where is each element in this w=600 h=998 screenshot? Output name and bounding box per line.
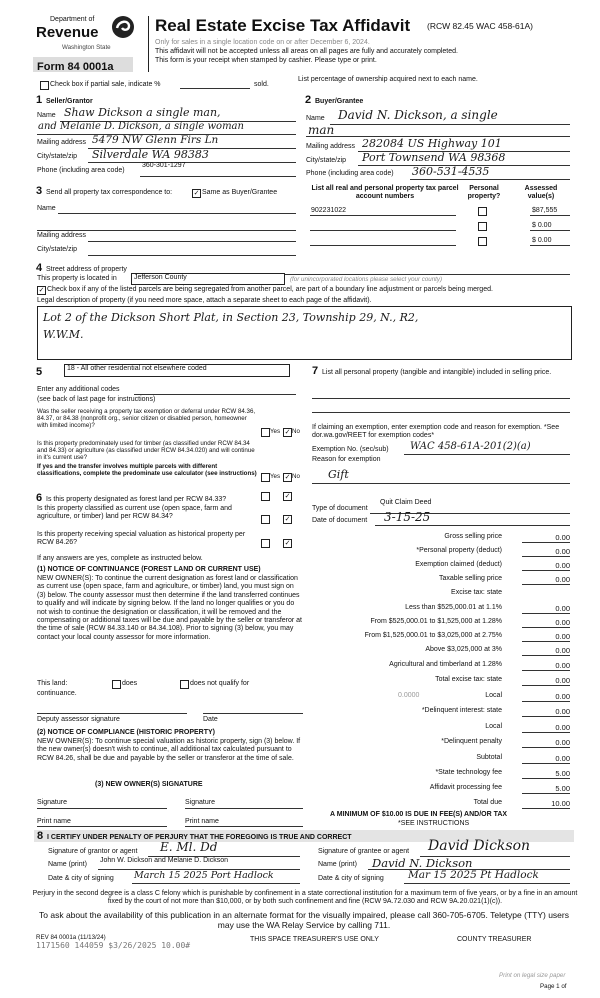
tax-row-line [522,763,570,764]
tax-row-line [522,655,570,656]
if-yes-note: If any answers are yes, complete as instructed below. [37,555,203,562]
grantor-sig-label: Signature of grantor or agent [48,848,138,855]
parcel-line [310,230,456,231]
reason-label: Reason for exemption [312,456,381,463]
tax-row-line [522,542,570,543]
new-owner-signature-title: (3) NEW OWNER(S) SIGNATURE [95,781,203,788]
seller-name-value-2[interactable]: and Melanie D. Dickson, a single woman [38,121,244,132]
buyer-phone-label: Phone (including area code) [306,170,394,177]
corr-name-line-2 [37,230,296,231]
personal-property-checkbox[interactable] [478,237,487,246]
doc-type-value[interactable]: Quit Claim Deed [380,499,432,506]
buyer-city-label: City/state/zip [306,157,347,164]
seller-city-value[interactable]: Silverdale WA 98383 [92,148,209,161]
seller-phone-value[interactable]: 360-301-1297 [142,162,186,169]
forest-yes-checkbox[interactable] [261,492,270,501]
tax-row-value[interactable]: 0.00 [555,754,570,763]
tax-row-line [522,570,570,571]
legal-description-box[interactable] [37,306,572,360]
seller-mailing-value[interactable]: 5479 NW Glenn Firs Ln [92,134,219,146]
parcel-header: List all real and personal property tax parcel account numbers [311,185,459,201]
form-title: Real Estate Excise Tax Affidavit [155,16,411,35]
grantor-name-label: Name (print) [48,861,87,868]
does-not-label: does not qualify for [190,680,250,687]
grantee-date-label: Date & city of signing [318,875,384,882]
tax-row-value[interactable]: 0.00 [555,632,570,641]
additional-codes-label: Enter any additional codes [37,386,120,393]
tax-row-line [522,641,570,642]
buyer-mailing-value[interactable]: 282084 US Highway 101 [362,137,502,150]
county-select[interactable]: Jefferson County [131,273,285,285]
buyer-name-label: Name [306,115,325,122]
tax-row-line [522,716,570,717]
tax-row-value[interactable]: 0.00 [555,661,570,670]
corr-name-label: Name [37,205,56,212]
personal-property-checkbox[interactable] [478,207,487,216]
section6-num: 6 [36,492,43,504]
tax-row-label: Total due [473,799,502,806]
section4-num: 4 [36,262,43,274]
grantee-name-label: Name (print) [318,861,357,868]
tax-row-value[interactable]: 0.00 [555,547,570,556]
deputy-signature-line [37,713,187,714]
notice-compliance-title: (2) NOTICE OF COMPLIANCE (HISTORIC PROPERTY) [37,729,215,736]
notice-continuance-title: (1) NOTICE OF CONTINUANCE (FOREST LAND OR CURRENT USE) [37,566,261,573]
assessed-line [530,215,570,216]
seller-name-value-1[interactable]: Shaw Dickson a single man, [64,106,221,119]
tax-row-label: Excise tax: state [451,589,502,596]
dept-line2: Revenue [36,24,99,41]
tax-row-label: Local [485,692,502,699]
unincorporated-note: (for unincorporated locations please select your county) [290,276,443,283]
parcel-number[interactable]: 902231022 [311,207,347,214]
historic-no-checkbox[interactable]: ✓ [284,540,291,547]
deputy-date-label: Date [203,716,218,723]
treasurer-use-label: THIS SPACE TREASURER'S USE ONLY [250,936,379,943]
does-not-qualify-checkbox[interactable] [180,680,189,689]
subtitle-3: This form is your receipt when stamped by cashier. Please type or print. [155,57,377,64]
exemption-no-checkbox[interactable]: ✓ [284,429,291,436]
tax-row-label: Exemption claimed (deduct) [415,561,502,568]
corr-city-line [88,255,296,256]
corr-mailing-label: Mailing address [37,232,87,239]
subtitle-1: Only for sales in a single location code on or after December 6, 2024. [155,39,370,46]
no-label: No [292,473,300,480]
assessed-value-header: Assessed value(s) [524,185,558,201]
tax-row-label: Taxable selling price [438,575,502,582]
current-use-no-checkbox[interactable]: ✓ [284,516,291,523]
signature-label: Signature [37,799,67,806]
buyer-phone-line [410,179,570,180]
same-as-buyer-checkbox[interactable]: ✓ [193,190,200,197]
parcel-line [310,215,456,216]
tax-row-value[interactable]: 5.00 [555,769,570,778]
forest-no-checkbox[interactable]: ✓ [284,493,291,500]
dor-swirl-icon [111,15,135,39]
tax-row-label: Above $3,025,000 at 3% [425,646,502,653]
continuance-label: continuance. [37,690,77,697]
reason-value[interactable]: Gift [328,468,349,481]
grantor-name-value[interactable]: John W. Dickson and Melanie D. Dickson [100,857,228,864]
street-address-label: Street address of property [46,266,127,273]
personal-property-line-2 [312,412,570,413]
tax-row-value[interactable]: 0.00 [555,561,570,570]
partial-sale-label: Check box if partial sale, indicate % [50,81,161,88]
exemption-no-value[interactable]: WAC 458-61A-201(2)(a) [410,441,531,452]
section7-num: 7 [312,365,319,377]
seller-phone-label: Phone (including area code) [37,167,125,174]
partial-sale-pct-line [180,88,250,89]
tax-row-line [522,556,570,557]
grantee-name-value[interactable]: David N. Dickson [372,856,473,870]
tax-row-value[interactable]: 0.00 [555,646,570,655]
assessed-value[interactable]: $87,555 [532,207,558,214]
tax-row-value[interactable]: 0.00 [555,692,570,701]
dept-line1: Department of [50,16,95,23]
tax-row-value[interactable]: 0.00 [555,723,570,732]
current-use-yes-checkbox[interactable] [261,515,270,524]
located-in-label: This property is located in [37,275,117,282]
yes-label: Yes [270,473,281,480]
tax-row-line [522,685,570,686]
tax-row-line [522,732,570,733]
current-use-question: Is this property classified as current use (open space, farm and agriculture, or timber) land per RCW 84.34? [37,505,232,521]
notice-continuance-text: NEW OWNER(S): To continue the current designation as forest land or classification as current use (open space, farm and agriculture, or timber) land, you must sign on (3) below. The county assessor must then determine if the land transferred continues to qualify and will indicate by signing below. If the land no longer qualifies or you do not wish to continue the designation or classification, it will be removed and the compensating or additional taxes will be due and payable by the seller or transferor at the time of sale (RCW 84.33.140 or 84.34.108). Prior to signing (3) below, you may contact your local county assessor for more information. [37,575,302,641]
exemption-yes-checkbox[interactable] [261,428,270,437]
certify-statement: I CERTIFY UNDER PENALTY OF PERJURY THAT THE FOREGOING IS TRUE AND CORRECT [47,834,352,841]
tax-row-label: Subtotal [476,754,502,761]
section1-num: 1 [36,94,43,106]
historic-question: Is this property receiving special valuation as historical property per RCW 84.26? [37,531,246,547]
grantee-date-value[interactable]: Mar 15 2025 Pt Hadlock [408,869,539,881]
tax-row-label: Gross selling price [444,533,502,540]
list-percentage: List percentage of ownership acquired next to each name. [298,76,478,83]
see-back-label: (see back of last page for instructions) [37,396,156,403]
grantor-date-value[interactable]: March 15 2025 Port Hadlock [134,870,274,881]
does-qualify-checkbox[interactable] [112,680,121,689]
doc-date-line [375,525,570,526]
tax-row-label: *Delinquent interest: state [421,707,502,714]
buyer-mailing-label: Mailing address [306,143,356,150]
tax-row-line [522,627,570,628]
assessed-line [530,230,570,231]
buyer-phone-value[interactable]: 360-531-4535 [412,165,490,178]
section8-num: 8 [37,830,44,842]
corr-name-line [58,213,296,214]
new-owner-sig-line-1 [37,808,167,809]
deputy-signature-label: Deputy assessor signature [37,716,120,723]
seller-name-label: Name [37,112,56,119]
assessed-value[interactable]: $ 0.00 [532,237,552,244]
exemption-question: Was the seller receiving a property tax exemption or deferral under RCW 84.36, 84.37, or 84.38 (nonprofit org., senior citizen or disabled person, homeowner with limited income)? [37,408,256,430]
section2-title: Buyer/Grantee [315,98,364,105]
subtitle-2: This affidavit will not be accepted unless all areas on all pages are fully and accurately completed. [155,48,458,55]
tax-row-label: Local [485,723,502,730]
local-rate[interactable]: 0.0000 [398,692,420,699]
tax-row-label: Total excise tax: state [435,676,502,683]
notice-compliance-text: NEW OWNER(S): To continue special valuation as historic property, sign (3) below. If the new owner(s) doesn't wish to continue, all additional tax calculated pursuant to RCW 84.26, shall be due and payable by the seller or transferor at the time of sale. [37,738,301,762]
additional-codes-line [134,394,296,395]
legal-description-value-2: W.W.M. [43,328,84,341]
timber-no-checkbox[interactable]: ✓ [284,474,291,481]
timber-question-note: If yes and the transfer involves multiple parcels with different classifications, complete the predominate use calculator (see instructions) [37,463,257,478]
seller-mailing-label: Mailing address [37,139,87,146]
doc-date-label: Date of document [312,517,368,524]
exemption-no-label: Exemption No. (sec/sub) [312,446,389,453]
send-correspondence-label: Send all property tax correspondence to: [46,189,173,196]
tax-row-value[interactable]: 0.00 [555,707,570,716]
tax-row-line [522,747,570,748]
tax-row-value[interactable]: 5.00 [555,784,570,793]
print-name-label: Print name [185,818,219,825]
print-legal-note: Print on legal size paper [499,972,566,979]
tax-row-label: From $525,000.01 to $1,525,000 at 1.28% [370,618,502,625]
legal-description-value-1: Lot 2 of the Dickson Short Plat, in Section 23, Township 29, N., R2, [43,311,419,324]
section5-num: 5 [36,366,43,378]
tax-row-line [522,584,570,585]
buyer-name-value-2[interactable]: man [308,123,335,137]
seller-city-label: City/state/zip [37,153,78,160]
reason-line [312,483,570,484]
segregated-label: Check box if any of the listed parcels are being segregated from another parcel, are part of a boundary line adjustment or parcels being merged. [47,286,493,293]
legal-description-label: Legal description of property (if you need more space, attach a separate sheet to each page of the affidavit). [37,297,372,304]
does-label: does [122,680,138,687]
tax-row-label: Agricultural and timberland at 1.28% [389,661,502,668]
personal-property-checkbox[interactable] [478,222,487,231]
corr-mailing-line [88,241,296,242]
parcel-line [310,245,456,246]
tax-row-line [522,701,570,702]
tax-row-value[interactable]: 0.00 [555,618,570,627]
tax-row-label: *Delinquent penalty [441,738,502,745]
perjury-text: Perjury in the second degree is a class C felony which is punishable by confinement in a state correctional institution for a maximum term of five years, or by a fine in an amount fixed by the court of not more than $10,000, or by both such confinement and fine (RCW 9A.72.030 and RCW 9A.20.021(1)(c)). [32,890,578,906]
section3-num: 3 [36,185,43,197]
personal-property-line-1 [312,398,570,399]
forest-land-question: Is this property designated as forest land per RCW 84.33? [46,496,227,503]
timber-question: Is this property predominately used for timber (as classified under RCW 84.34 and 84.33) or agriculture (as classified under RCW 84.34.020) and will continue in it's current use? [37,440,255,462]
tax-row-line [522,670,570,671]
tax-row-value[interactable]: 0.00 [555,604,570,613]
segregated-checkbox[interactable]: ✓ [38,287,45,294]
form-number: Form 84 0001a [33,57,133,72]
tax-row-value[interactable]: 0.00 [555,738,570,747]
tax-row-value[interactable]: 10.00 [551,799,570,808]
grantor-date-label: Date & city of signing [48,875,114,882]
section1-title: Seller/Grantor [46,98,93,105]
rev-code: REV 84 0001a (11/13/24) [36,934,106,941]
section2-num: 2 [305,94,312,106]
tax-row-value[interactable]: 0.00 [555,575,570,584]
print-name-label: Print name [37,818,71,825]
same-as-buyer-label: Same as Buyer/Grantee [202,189,278,196]
yes-label: Yes [270,428,281,435]
this-land-label: This land: [37,680,68,687]
page-number: Page 1 of [540,983,567,990]
see-instructions: *SEE INSTRUCTIONS [398,820,470,827]
dept-line3: Washington State [62,44,111,51]
corr-city-label: City/state/zip [37,246,78,253]
doc-date-value[interactable]: 3-15-25 [384,510,431,524]
no-label: No [292,428,300,435]
tax-row-value[interactable]: 0.00 [555,676,570,685]
doc-type-label: Type of document [312,505,368,512]
deputy-date-line [203,713,303,714]
perjury-statement [30,890,580,907]
tax-row-value[interactable]: 0.00 [555,533,570,542]
personal-property-header: Personal property? [467,185,501,201]
tax-row-line [522,793,570,794]
partial-sale-sold: sold. [254,81,269,88]
exemption-instructions: If claiming an exemption, enter exemption code and reason for exemption. *See dor.wa.gov/REET for exemption codes* [312,424,560,440]
grantor-date-line [132,883,300,884]
tax-row-label: Affidavit processing fee [429,784,502,791]
grantor-signature[interactable]: E. Ml. Dd [160,840,218,854]
form-rcw: (RCW 82.45 WAC 458-61A) [427,21,533,31]
land-use-code-select[interactable]: 18 - All other residential not elsewhere coded [64,364,290,377]
buyer-name-line [330,124,570,125]
county-treasurer-label: COUNTY TREASURER [457,936,532,943]
grantee-date-line [404,883,570,884]
personal-property-label: List all personal property (tangible and intangible) included in selling price. [322,369,552,376]
buyer-city-value[interactable]: Port Townsend WA 98368 [362,151,506,164]
alt-format-note: To ask about the availability of this publication in an alternate format for the visually impaired, please call 360-705-6705. Teletype (TTY) users may use the WA Relay Service by calling 711. [39,910,569,931]
tax-row-label: From $1,525,000.01 to $3,025,000 at 2.75% [364,632,502,639]
tax-row-line [522,613,570,614]
minimum-due-note: A MINIMUM OF $10.00 IS DUE IN FEE(S) AND/OR TAX [330,811,508,818]
tax-row-label: Less than $525,000.01 at 1.1% [405,604,502,611]
assessed-line [530,245,570,246]
tax-row-line [522,808,570,809]
tax-row-line [522,778,570,779]
tax-row-label: *Personal property (deduct) [416,547,502,554]
seller-phone-line [140,176,296,177]
exemption-no-line [404,454,570,455]
historic-yes-checkbox[interactable] [261,539,270,548]
buyer-name-value-1[interactable]: David N. Dickson, a single [338,108,498,122]
new-owner-sig-line-2 [185,808,303,809]
tax-row-label: *State technology fee [435,769,502,776]
timber-yes-checkbox[interactable] [261,473,270,482]
header-divider [148,16,149,72]
seller-city-line [88,162,296,163]
assessed-value[interactable]: $ 0.00 [532,222,552,229]
signature-label: Signature [185,799,215,806]
grantee-sig-label: Signature of grantee or agent [318,848,410,855]
partial-sale-checkbox[interactable] [40,81,49,90]
grantee-signature[interactable]: David Dickson [428,838,531,854]
dor-logo [30,13,146,57]
cashier-stamp: 1171560 144059 $3/26/2025 10.00# [36,941,191,950]
